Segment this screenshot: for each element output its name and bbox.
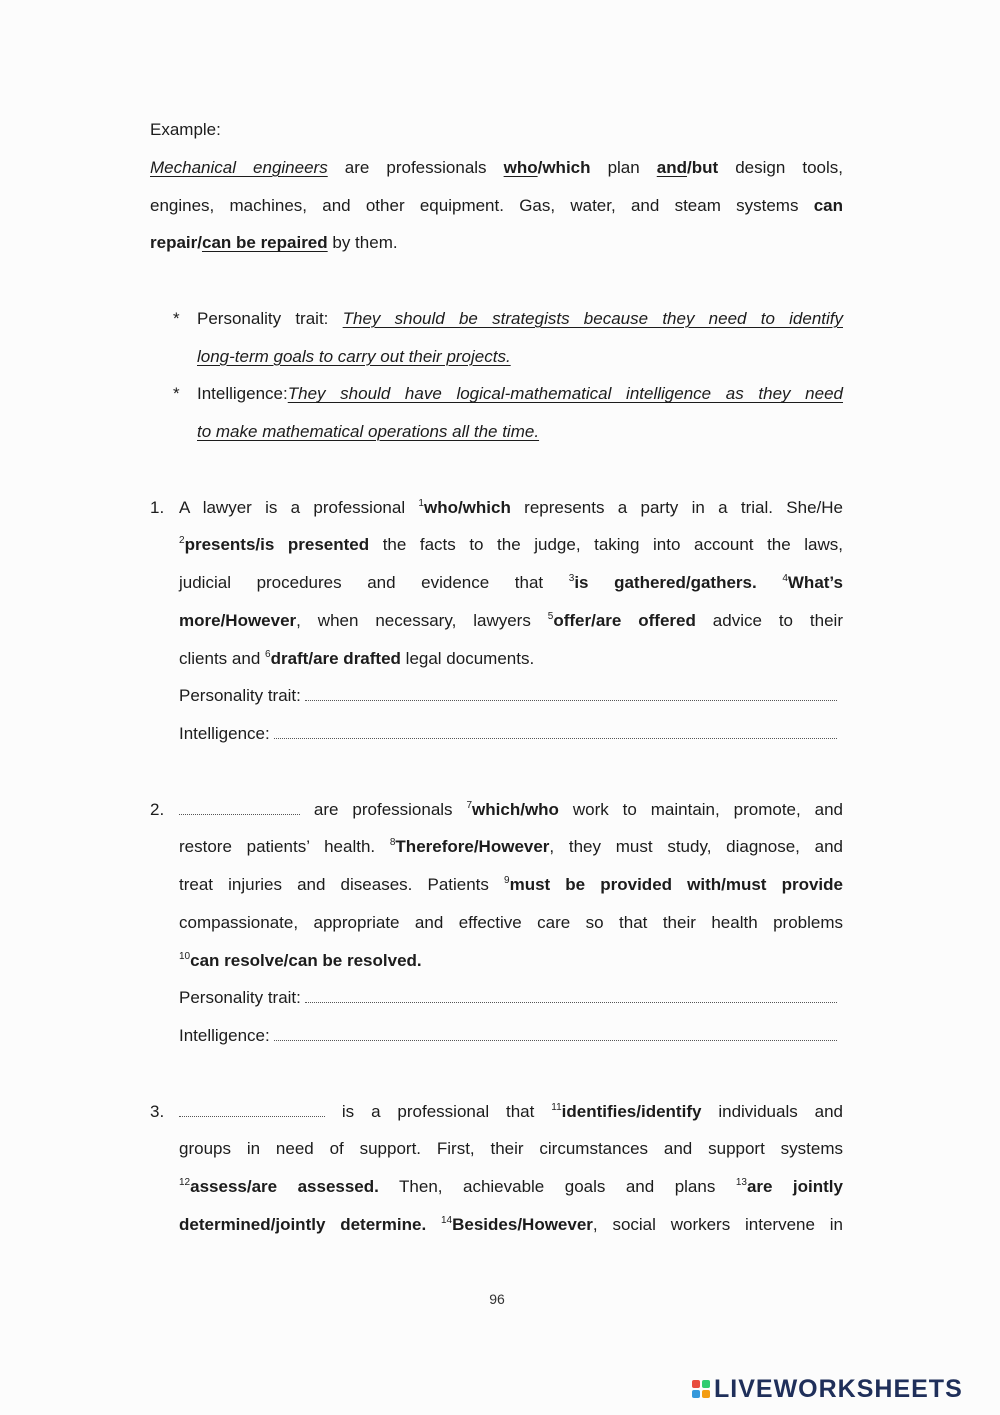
answer-option: presents/is presented (184, 535, 370, 555)
worksheet-content (150, 111, 843, 1244)
text-line (150, 224, 843, 262)
bullet-marker: * (173, 384, 180, 404)
item-number-marker: 7 (466, 799, 473, 811)
item-number-marker: 13 (735, 1177, 747, 1188)
emphasized-text: long-term goals to carry out their projects. (197, 346, 511, 366)
logo-square-icon (702, 1380, 710, 1388)
personality-trait-label: Personality trait: (179, 686, 301, 706)
text-run: legal documents. (400, 648, 535, 668)
answer-option: offer/are offered (553, 610, 696, 630)
trait-text (197, 300, 843, 376)
text-run: are professionals (300, 799, 467, 819)
intelligence-field (179, 1017, 843, 1055)
example-paragraph (150, 149, 843, 262)
text-run: treat injuries and diseases. Patients (179, 875, 505, 894)
emphasized-text: to make mathematical operations all the time. (197, 422, 540, 441)
item-number-marker: 9 (504, 875, 510, 886)
logo-square-icon (702, 1390, 710, 1398)
emphasized-text: They should have logical-mathematical intelligence as they need (287, 384, 843, 404)
answer-blank[interactable] (179, 814, 300, 815)
text-run: plan (590, 157, 657, 177)
text-line (179, 904, 843, 942)
text-line (197, 375, 843, 413)
text-line (197, 338, 843, 376)
item-number-marker: 14 (441, 1214, 453, 1226)
personality-trait-answer-line[interactable] (305, 1002, 837, 1003)
answer-option: must be provided with/must provide (509, 875, 843, 894)
text-run: restore patients’ health. (179, 837, 390, 857)
example-heading: Example: (150, 120, 221, 139)
example-personality-trait (150, 300, 843, 376)
text-line (179, 828, 843, 866)
trait-text (197, 375, 843, 451)
text-run: individuals and (701, 1101, 843, 1121)
personality-trait-label: Personality trait: (179, 988, 301, 1008)
text-run: , they must study, diagnose, and (549, 837, 843, 857)
text-run: work to maintain, promote, and (558, 799, 844, 819)
text-run: compassionate, appropriate and effective care so that their health problems (179, 912, 843, 932)
answer-option: repair/ (150, 233, 202, 253)
text-run: represents a party in a trial. She/He (510, 497, 843, 517)
emphasized-text: Mechanical engineers (150, 157, 328, 177)
personality-trait-field (179, 979, 843, 1017)
text-run: advice to their (695, 610, 843, 630)
item-number-marker: 2 (179, 535, 185, 547)
item-number-marker: 12 (179, 1177, 191, 1188)
answer-blank[interactable] (179, 1116, 325, 1117)
text-run: by them. (327, 233, 398, 253)
answer-option: assess/are assessed. (190, 1177, 379, 1196)
text-run: A lawyer is a professional (179, 497, 419, 517)
intelligence-label: Intelligence: (179, 724, 270, 743)
answer-option: can (813, 195, 843, 215)
answer-option: more/However (179, 610, 297, 630)
text-run: Personality trait: (197, 308, 343, 328)
item-number-marker: 6 (265, 648, 271, 660)
exercise-1 (150, 489, 843, 753)
liveworksheets-logo[interactable]: LIVEWORKSHEETS (714, 1375, 963, 1403)
answer-option: identifies/identify (561, 1101, 702, 1121)
exercise-text (179, 489, 843, 678)
text-line (179, 602, 843, 640)
exercise-text (179, 1093, 843, 1244)
answer-option-chosen: and (656, 157, 687, 177)
bullet-marker: * (173, 308, 180, 328)
intelligence-answer-line[interactable] (274, 738, 837, 739)
exercise-number: 2. (150, 799, 165, 819)
page-number: 96 (489, 1291, 505, 1307)
text-line (179, 1206, 843, 1244)
answer-option: who/which (423, 497, 511, 517)
text-line (150, 149, 843, 187)
personality-trait-answer-line[interactable] (305, 700, 837, 701)
exercise-3 (150, 1093, 843, 1244)
answer-option: /which (537, 157, 591, 177)
text-line (179, 1093, 843, 1131)
example-traits (150, 300, 843, 451)
text-run (426, 1215, 441, 1234)
text-line (197, 300, 843, 338)
text-run: is a professional that (325, 1101, 552, 1121)
answer-option: can resolve/can be resolved. (190, 950, 422, 970)
text-run: judicial procedures and evidence that (179, 573, 569, 592)
item-number-marker: 4 (782, 573, 788, 584)
exercise-number: 1. (150, 497, 165, 517)
answer-option: is gathered/gathers. (574, 573, 757, 592)
text-run: are professionals (327, 157, 504, 177)
answer-option-chosen: can be repaired (201, 233, 328, 253)
item-number-marker: 5 (547, 610, 554, 622)
text-line (179, 564, 843, 602)
text-run: clients and (179, 648, 265, 668)
answer-option: Therefore/However (395, 837, 550, 857)
item-number-marker: 10 (179, 950, 191, 962)
item-number-marker: 3 (568, 573, 575, 584)
item-number-marker: 11 (551, 1101, 562, 1113)
logo-square-icon (692, 1390, 700, 1398)
item-number-marker: 8 (389, 837, 396, 849)
answer-option: /but (687, 157, 719, 177)
text-run (757, 573, 783, 592)
exercise-text (179, 791, 843, 980)
answer-option: draft/are drafted (270, 648, 401, 668)
text-line (179, 526, 843, 564)
liveworksheets-logo-icon[interactable] (692, 1380, 710, 1398)
answer-option-chosen: who (503, 157, 538, 177)
example-intelligence (150, 375, 843, 451)
text-run: Intelligence: (197, 384, 288, 404)
text-line (179, 942, 843, 980)
text-line (179, 1130, 843, 1168)
text-line (179, 640, 843, 678)
text-line (197, 413, 843, 451)
text-run: groups in need of support. First, their circumstances and support systems (179, 1139, 843, 1159)
text-run: the facts to the judge, taking into account the laws, (369, 535, 843, 555)
intelligence-label: Intelligence: (179, 1026, 270, 1045)
text-run: Then, achievable goals and plans (378, 1177, 736, 1196)
personality-trait-field (179, 677, 843, 715)
emphasized-text: They should be strategists because they need to identify (342, 308, 843, 328)
logo-square-icon (692, 1380, 700, 1388)
text-line (150, 187, 843, 225)
intelligence-answer-line[interactable] (274, 1040, 837, 1041)
answer-option: which/who (472, 799, 559, 819)
text-run: , when necessary, lawyers (296, 610, 548, 630)
answer-option: determined/jointly determine. (179, 1214, 427, 1234)
text-run: engines, machines, and other equipment. Gas, water, and steam systems (150, 195, 814, 215)
text-line (179, 866, 843, 904)
exercise-2 (150, 791, 843, 1055)
text-line (179, 1168, 843, 1206)
text-run: , social workers intervene in (592, 1214, 843, 1234)
text-line (179, 791, 843, 829)
answer-option: What’s (787, 573, 843, 592)
intelligence-field (179, 715, 843, 753)
exercise-number: 3. (150, 1101, 165, 1121)
answer-option: are jointly (746, 1177, 843, 1196)
text-run: design tools, (718, 157, 843, 177)
text-line (179, 489, 843, 527)
answer-option: Besides/However (452, 1214, 593, 1234)
item-number-marker: 1 (418, 497, 424, 509)
